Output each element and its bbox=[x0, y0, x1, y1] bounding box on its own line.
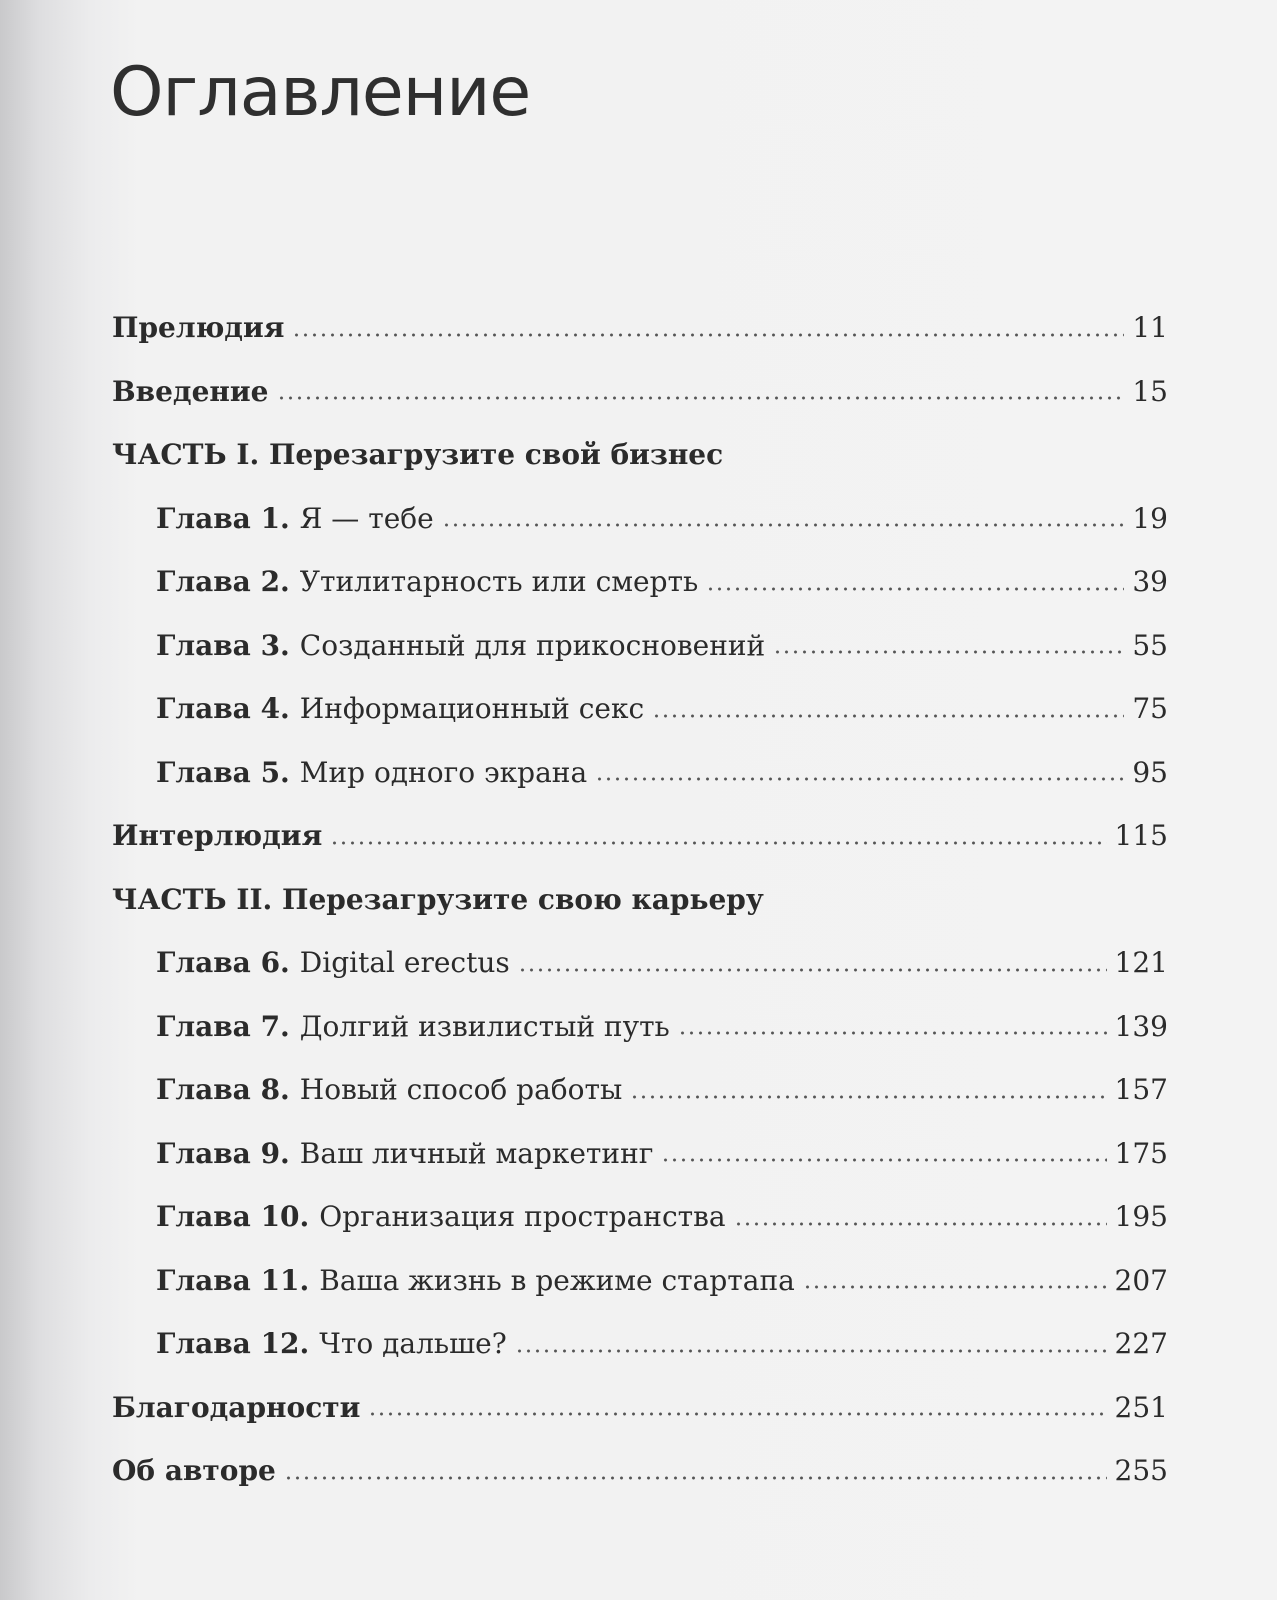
toc-page-number: 255 bbox=[1114, 1454, 1168, 1488]
toc-chapter bbox=[112, 1058, 1168, 1122]
dot-leader bbox=[734, 1221, 1107, 1227]
page-title: Оглавление bbox=[110, 53, 531, 132]
chapter-title: Я — тебе bbox=[299, 501, 434, 535]
dot-leader bbox=[803, 1284, 1107, 1290]
toc-part-label: ЧАСТЬ II. Перезагрузите свою карьеру bbox=[112, 882, 764, 916]
chapter-title: Ваша жизнь в режиме стартапа bbox=[319, 1263, 795, 1297]
dot-leader bbox=[595, 776, 1124, 782]
chapter-number: Глава 12. bbox=[156, 1327, 310, 1361]
chapter-number: Глава 11. bbox=[156, 1263, 310, 1297]
toc-page-number: 11 bbox=[1132, 311, 1168, 345]
toc-chapter bbox=[112, 1185, 1168, 1249]
toc-page-number: 251 bbox=[1114, 1390, 1168, 1424]
toc-entry bbox=[112, 804, 1168, 868]
chapter-number: Глава 9. bbox=[156, 1136, 290, 1170]
dot-leader bbox=[515, 1348, 1107, 1354]
table-of-contents bbox=[112, 296, 1168, 1503]
toc-chapter bbox=[112, 614, 1168, 678]
chapter-number: Глава 5. bbox=[156, 755, 290, 789]
toc-entry bbox=[112, 360, 1168, 424]
dot-leader bbox=[284, 1475, 1107, 1481]
chapter-number: Глава 4. bbox=[156, 692, 290, 726]
toc-part-label: ЧАСТЬ I. Перезагрузите свой бизнес bbox=[112, 438, 724, 472]
chapter-number: Глава 3. bbox=[156, 628, 290, 662]
dot-leader bbox=[292, 332, 1124, 338]
chapter-title: Информационный секс bbox=[299, 692, 645, 726]
toc-entry-label: Введение bbox=[112, 374, 269, 408]
chapter-title: Мир одного экрана bbox=[299, 755, 588, 789]
toc-page-number: 15 bbox=[1132, 374, 1168, 408]
chapter-title: Что дальше? bbox=[319, 1327, 507, 1361]
toc-page-number: 95 bbox=[1132, 755, 1168, 789]
toc-entry-label: Интерлюдия bbox=[112, 819, 323, 853]
toc-page-number: 75 bbox=[1132, 692, 1168, 726]
toc-chapter bbox=[112, 1249, 1168, 1313]
toc-chapter bbox=[112, 1122, 1168, 1186]
chapter-number: Глава 10. bbox=[156, 1200, 310, 1234]
toc-chapter bbox=[112, 931, 1168, 995]
toc-page-number: 39 bbox=[1132, 565, 1168, 599]
toc-chapter bbox=[112, 1312, 1168, 1376]
chapter-number: Глава 6. bbox=[156, 946, 290, 980]
dot-leader bbox=[773, 649, 1124, 655]
toc-page-number: 207 bbox=[1114, 1263, 1168, 1297]
chapter-title: Организация пространства bbox=[319, 1200, 726, 1234]
dot-leader bbox=[678, 1030, 1107, 1036]
dot-leader bbox=[630, 1094, 1106, 1100]
toc-chapter bbox=[112, 550, 1168, 614]
dot-leader bbox=[518, 967, 1107, 973]
dot-leader bbox=[277, 395, 1125, 401]
dot-leader bbox=[368, 1411, 1106, 1417]
toc-chapter bbox=[112, 741, 1168, 805]
toc-chapter bbox=[112, 995, 1168, 1059]
toc-entry bbox=[112, 296, 1168, 360]
toc-part-heading bbox=[112, 868, 1168, 932]
toc-page-number: 121 bbox=[1114, 946, 1168, 980]
chapter-title: Утилитарность или смерть bbox=[299, 565, 699, 599]
chapter-number: Глава 7. bbox=[156, 1009, 290, 1043]
toc-page-number: 227 bbox=[1114, 1327, 1168, 1361]
chapter-number: Глава 2. bbox=[156, 565, 290, 599]
toc-page-number: 55 bbox=[1132, 628, 1168, 662]
chapter-title: Новый способ работы bbox=[299, 1073, 623, 1107]
toc-chapter bbox=[112, 487, 1168, 551]
toc-page-number: 175 bbox=[1114, 1136, 1168, 1170]
dot-leader bbox=[706, 586, 1124, 592]
toc-entry-label: Прелюдия bbox=[112, 311, 285, 345]
toc-chapter bbox=[112, 677, 1168, 741]
chapter-title: Digital erectus bbox=[299, 946, 510, 980]
toc-entry-label: Об авторе bbox=[112, 1454, 276, 1488]
toc-entry bbox=[112, 1439, 1168, 1503]
toc-page-number: 19 bbox=[1132, 501, 1168, 535]
toc-page-number: 139 bbox=[1114, 1009, 1168, 1043]
dot-leader bbox=[330, 840, 1106, 846]
dot-leader bbox=[661, 1157, 1106, 1163]
toc-page-number: 115 bbox=[1114, 819, 1168, 853]
chapter-number: Глава 8. bbox=[156, 1073, 290, 1107]
chapter-title: Долгий извилистый путь bbox=[299, 1009, 670, 1043]
chapter-title: Созданный для прикосновений bbox=[299, 628, 766, 662]
toc-page-number: 195 bbox=[1114, 1200, 1168, 1234]
toc-part-heading bbox=[112, 423, 1168, 487]
dot-leader bbox=[652, 713, 1124, 719]
dot-leader bbox=[442, 522, 1125, 528]
toc-entry-label: Благодарности bbox=[112, 1390, 361, 1424]
chapter-number: Глава 1. bbox=[156, 501, 290, 535]
toc-entry bbox=[112, 1376, 1168, 1440]
chapter-title: Ваш личный маркетинг bbox=[299, 1136, 654, 1170]
toc-page-number: 157 bbox=[1114, 1073, 1168, 1107]
